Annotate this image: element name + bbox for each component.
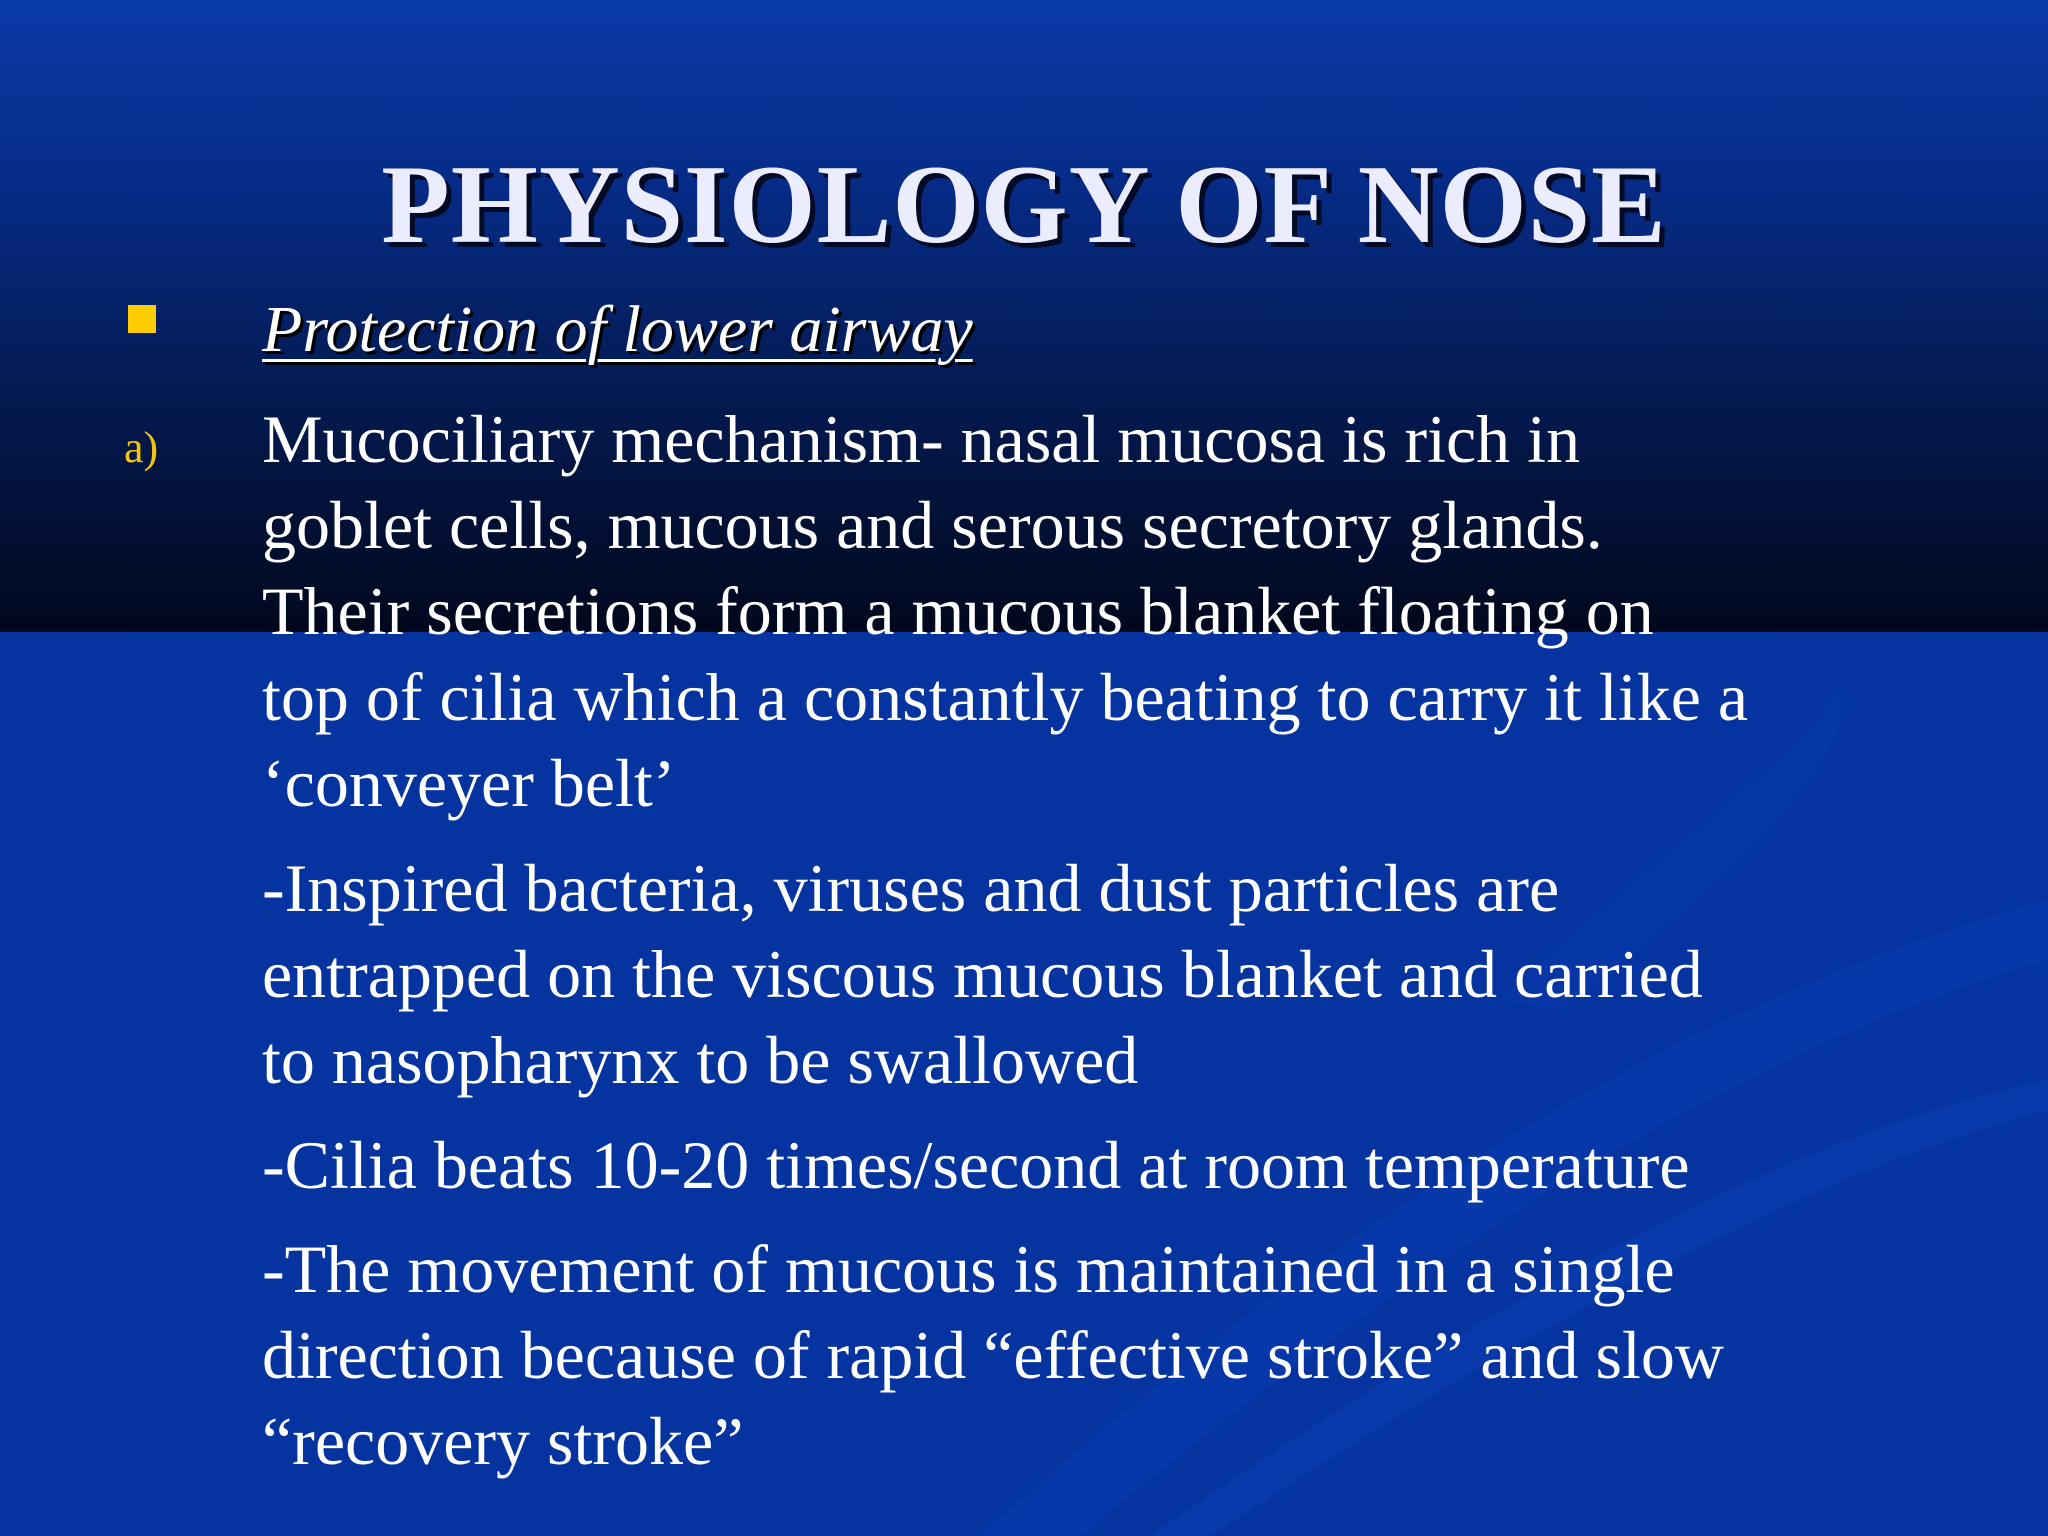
bullet-heading: Protection of lower airway xyxy=(262,293,973,366)
text-line: “recovery stroke” xyxy=(262,1403,744,1479)
text-line: goblet cells, mucous and serous secretory glands. xyxy=(262,487,1603,563)
paragraph-mucous-movement xyxy=(262,1226,1724,1484)
text-line: Their secretions form a mucous blanket floating on xyxy=(262,573,1654,649)
paragraph-inspired-particles xyxy=(262,845,1703,1103)
paragraph-cilia-beats xyxy=(262,1122,1690,1208)
text-line: top of cilia which a constantly beating to carry it like a xyxy=(262,659,1749,735)
slide-title: PHYSIOLOGY OF NOSE xyxy=(381,143,1667,267)
square-bullet-icon xyxy=(128,305,156,333)
text-line: -Cilia beats 10-20 times/second at room temperature xyxy=(262,1127,1690,1203)
text-line: ‘conveyer belt’ xyxy=(262,745,676,821)
text-line: Mucociliary mechanism- nasal mucosa is rich in xyxy=(262,401,1581,477)
text-line: direction because of rapid “effective stroke” and slow xyxy=(262,1317,1724,1393)
text-line: entrapped on the viscous mucous blanket and carried xyxy=(262,936,1703,1012)
paragraph-mucociliary xyxy=(262,396,1748,826)
text-line: -Inspired bacteria, viruses and dust particles are xyxy=(262,850,1560,926)
text-line: to nasopharynx to be swallowed xyxy=(262,1022,1139,1098)
list-marker: a) xyxy=(124,423,159,472)
text-line: -The movement of mucous is maintained in a single xyxy=(262,1231,1675,1307)
